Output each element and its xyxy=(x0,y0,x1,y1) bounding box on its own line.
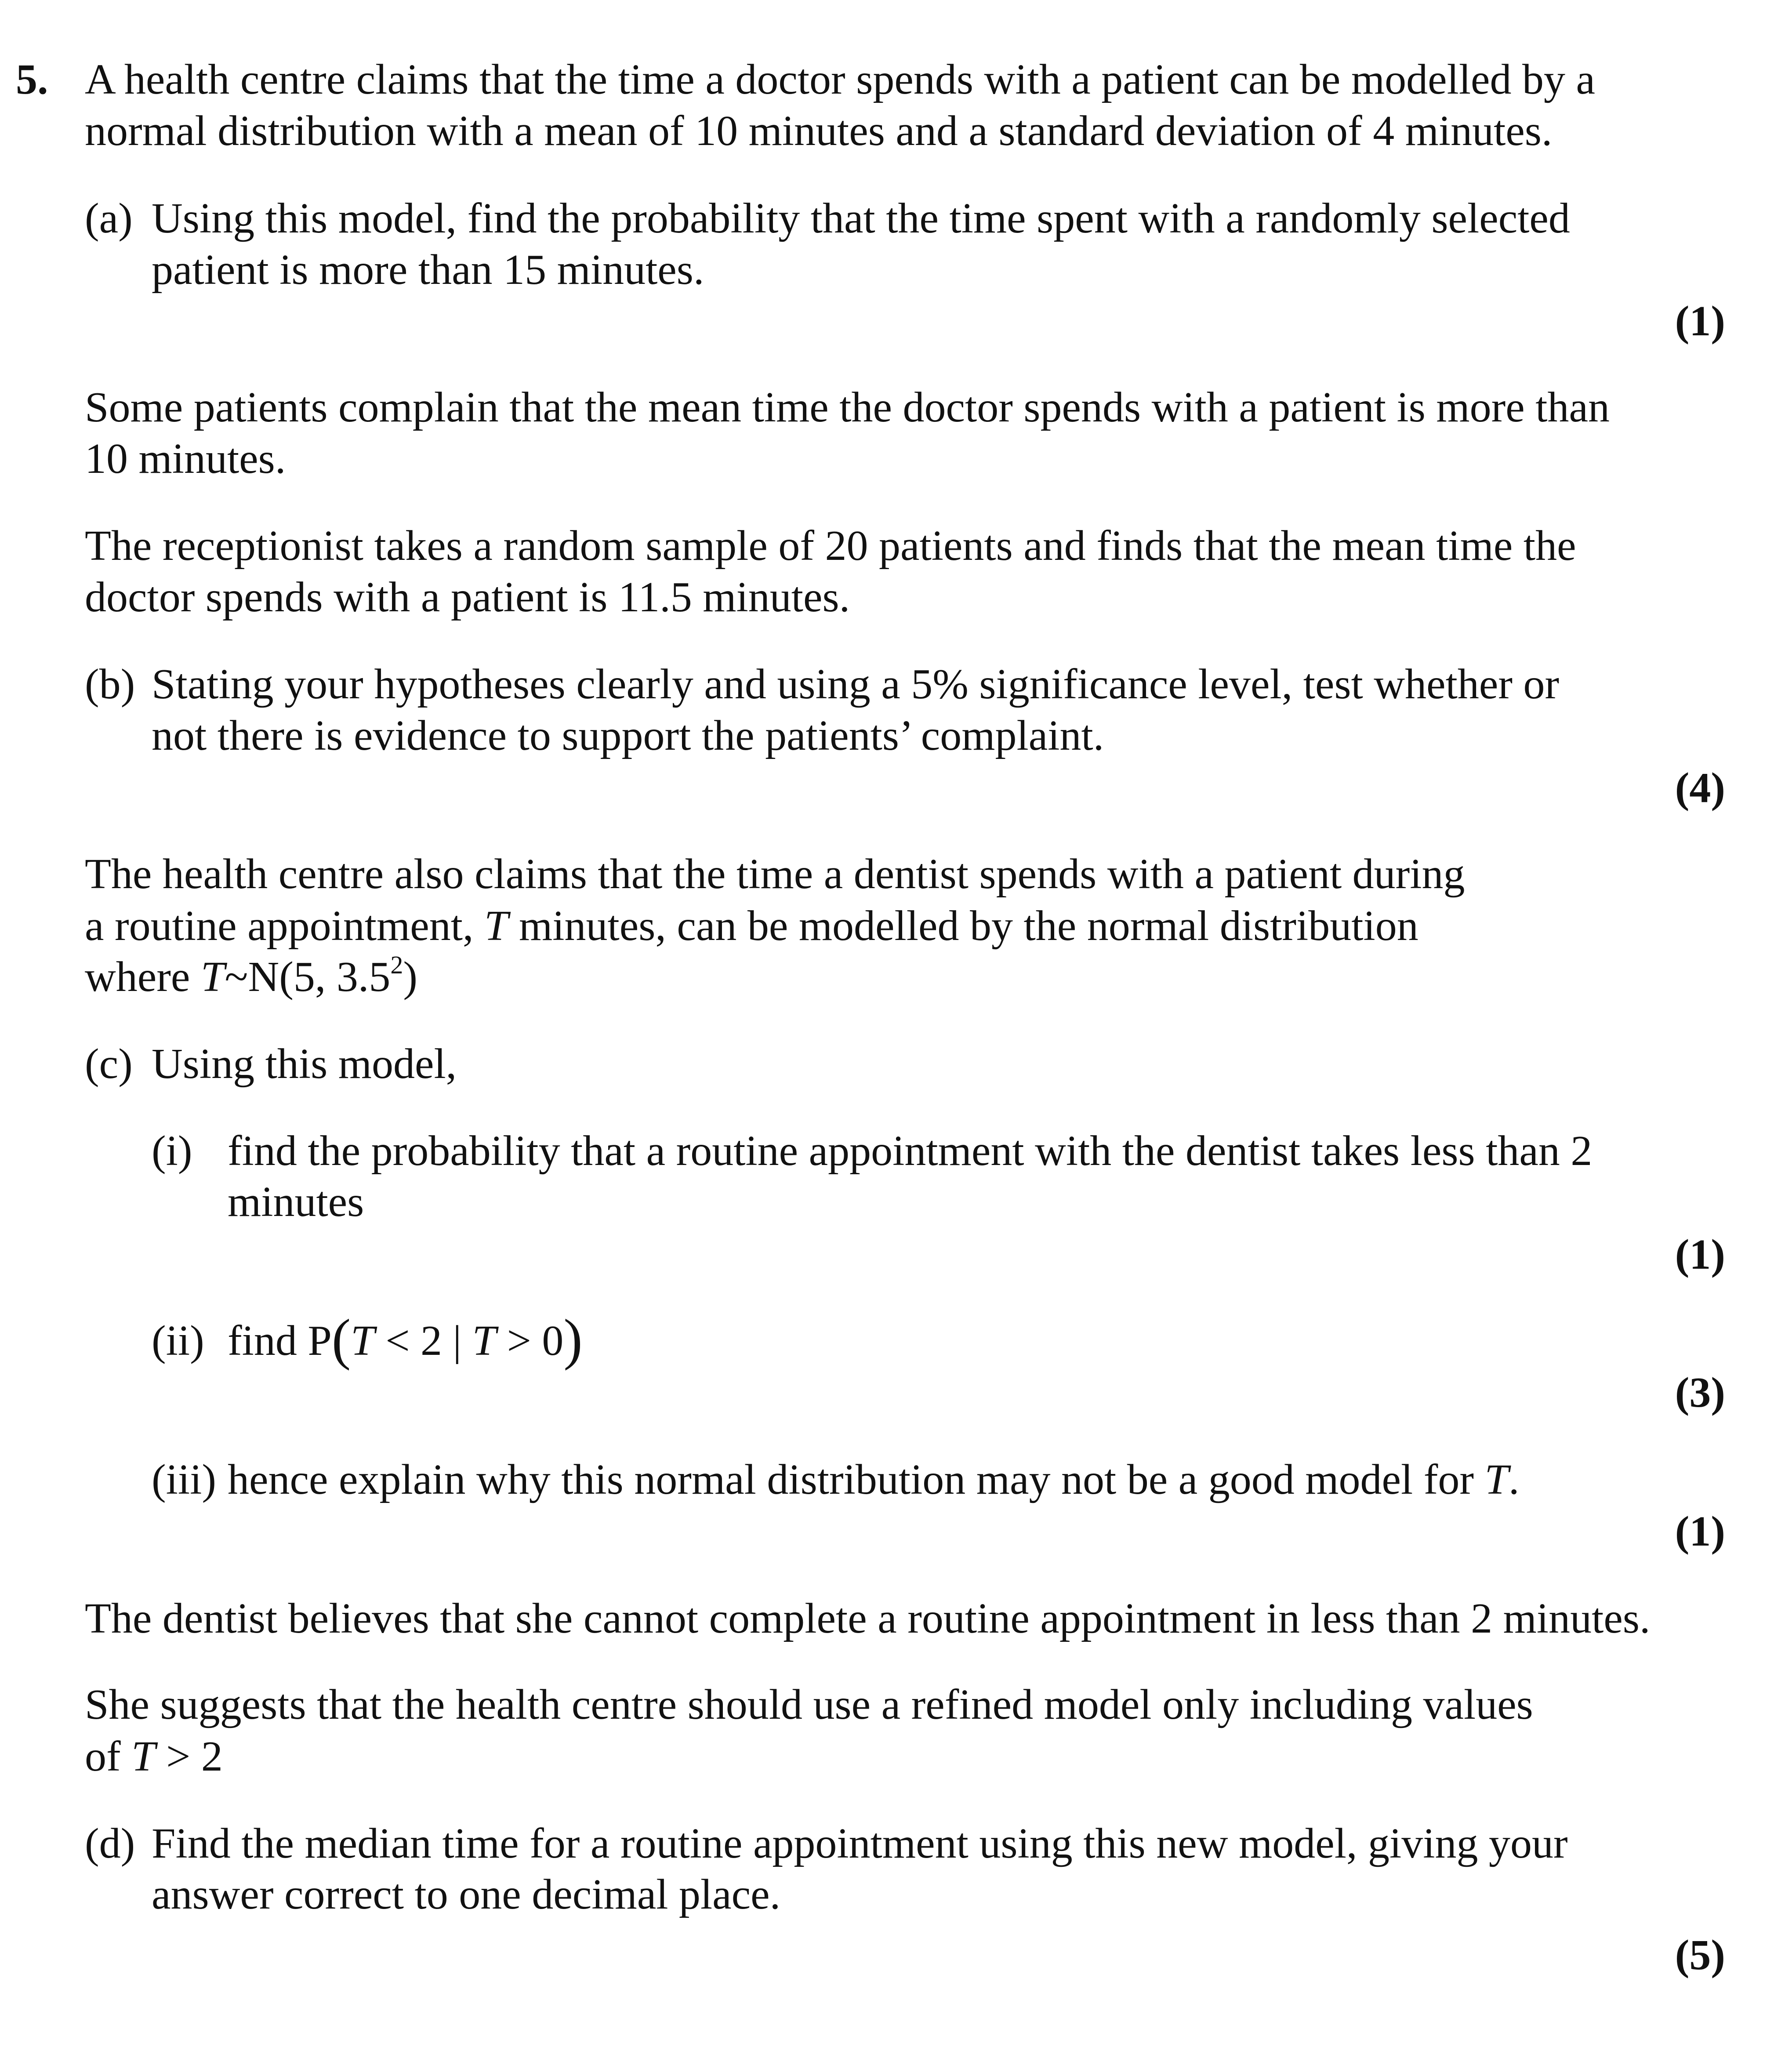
part-d-marks: (5) xyxy=(1675,1931,1725,1979)
part-c-i-line-1: find the probability that a routine appointment with the dentist takes less than 2 xyxy=(228,1127,1592,1175)
intro-line-1: A health centre claims that the time a doctor spends with a patient can be modelled by a xyxy=(85,56,1596,103)
variable-t: T xyxy=(484,902,508,950)
question-number: 5. xyxy=(16,56,48,103)
part-c-i-line-2: minutes xyxy=(228,1178,364,1226)
context-d-line-3-post: > 2 xyxy=(155,1733,223,1780)
context-c-line-3-pre: where xyxy=(85,953,201,1001)
part-c-iii-post: . xyxy=(1509,1456,1520,1503)
part-c-label: (c) xyxy=(85,1040,133,1088)
distribution-text: ~N(5, 3.5 xyxy=(225,953,391,1001)
context-c-line-2-post: minutes, can be modelled by the normal distribution xyxy=(508,902,1418,950)
closing-paren: ) xyxy=(403,953,417,1001)
context-d-line-3-pre: of xyxy=(85,1733,132,1780)
part-d-line-1: Find the median time for a routine appointment using this new model, giving your xyxy=(152,1820,1568,1867)
part-c-iii-pre: hence explain why this normal distribution may not be a good model for xyxy=(228,1456,1485,1503)
variable-t: T xyxy=(351,1317,375,1365)
context-c-line-3 xyxy=(85,951,417,1003)
part-b-label: (b) xyxy=(85,661,135,708)
context-b-line-4: doctor spends with a patient is 11.5 minutes. xyxy=(85,573,850,621)
context-d-line-2: She suggests that the health centre should use a refined model only including values xyxy=(85,1681,1533,1728)
part-c-iii-marks: (1) xyxy=(1675,1508,1725,1555)
context-b-line-1: Some patients complain that the mean time the doctor spends with a patient is more than xyxy=(85,384,1610,431)
part-c-text: Using this model, xyxy=(152,1040,457,1088)
part-c-i-label: (i) xyxy=(152,1127,192,1175)
part-d-label: (d) xyxy=(85,1820,135,1867)
context-c-line-2 xyxy=(85,900,1418,952)
variable-t: T xyxy=(1484,1456,1509,1503)
part-a-marks: (1) xyxy=(1675,298,1725,345)
variable-t: T xyxy=(472,1317,497,1365)
context-c-line-2-pre: a routine appointment, xyxy=(85,902,484,950)
context-d-line-3 xyxy=(85,1731,223,1782)
part-b-line-1: Stating your hypotheses clearly and using a 5% significance level, test whether or xyxy=(152,661,1560,708)
superscript-2: 2 xyxy=(390,951,403,979)
part-c-ii-expression xyxy=(228,1308,583,1371)
context-c-line-1: The health centre also claims that the time a dentist spends with a patient during xyxy=(85,850,1465,898)
part-c-i-marks: (1) xyxy=(1675,1231,1725,1278)
intro-line-2: normal distribution with a mean of 10 minutes and a standard deviation of 4 minutes. xyxy=(85,107,1553,155)
part-a-label: (a) xyxy=(85,195,133,242)
condition-part-2: > 0 xyxy=(496,1317,564,1365)
part-c-iii-label: (iii) xyxy=(152,1456,216,1503)
part-c-iii-line xyxy=(228,1454,1520,1506)
variable-t: T xyxy=(131,1733,156,1780)
variable-t: T xyxy=(200,953,225,1001)
context-d-line-1: The dentist believes that she cannot complete a routine appointment in less than 2 minutes. xyxy=(85,1595,1651,1642)
condition-part-1: < 2 | xyxy=(374,1317,472,1365)
part-b-line-2: not there is evidence to support the patients’ complaint. xyxy=(152,712,1104,759)
close-paren: ) xyxy=(563,1308,583,1371)
context-b-line-2: 10 minutes. xyxy=(85,435,286,483)
context-b-line-3: The receptionist takes a random sample of 20 patients and finds that the mean time the xyxy=(85,522,1576,570)
part-b-marks: (4) xyxy=(1675,764,1725,812)
part-c-ii-label: (ii) xyxy=(152,1317,204,1365)
part-a-line-1: Using this model, find the probability that the time spent with a randomly selected xyxy=(152,195,1570,242)
part-d-line-2: answer correct to one decimal place. xyxy=(152,1871,781,1918)
open-paren: ( xyxy=(331,1308,351,1371)
part-c-ii-marks: (3) xyxy=(1675,1369,1725,1416)
find-p-text: find P xyxy=(228,1317,332,1365)
part-a-line-2: patient is more than 15 minutes. xyxy=(152,246,704,294)
